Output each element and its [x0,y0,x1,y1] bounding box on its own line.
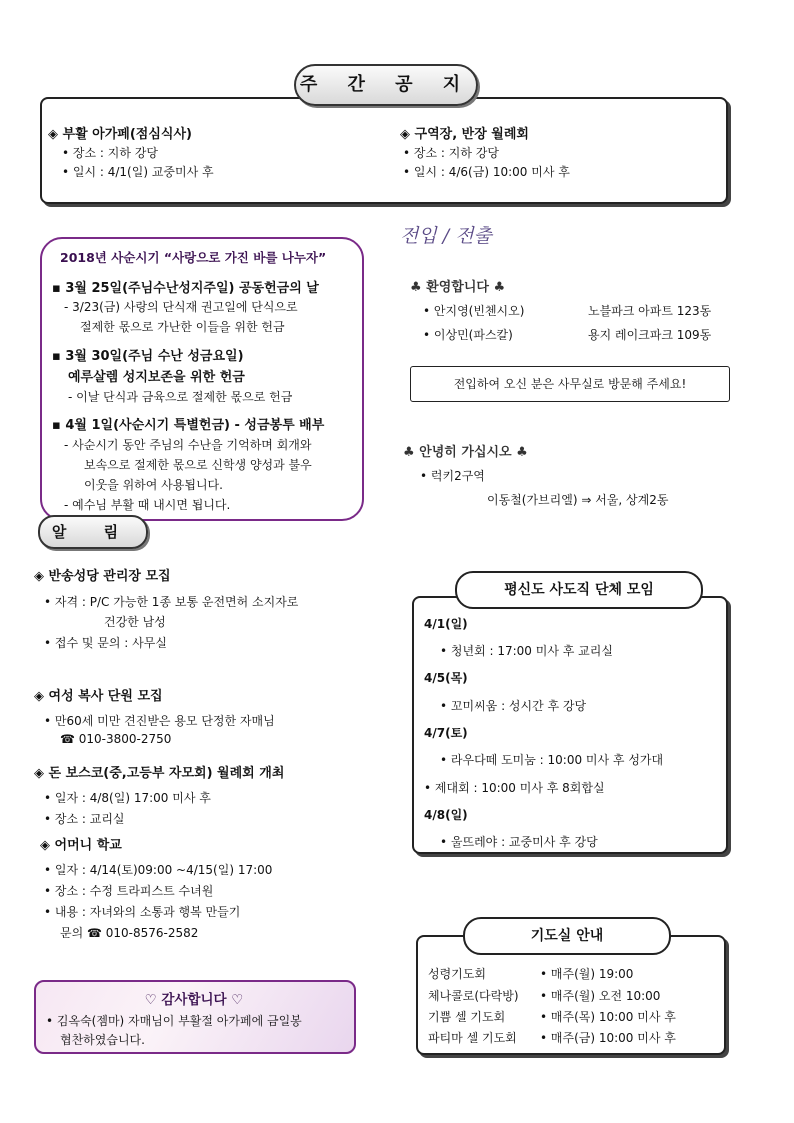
groups-item: • 울뜨레야 : 교중미사 후 강당 [440,835,598,849]
weekly-right-heading: ◈ 구역장, 반장 월례회 [400,127,529,142]
groups-date: 4/8(일) [424,808,468,822]
lent-title: 2018년 사순시기 “사랑으로 가진 바를 나누자” [60,250,327,265]
notice-heading: ◈ 반송성당 관리장 모집 [34,569,171,584]
welcome-heading: ♣ 환영합니다 ♣ [410,280,506,295]
prayer-name: 파티마 셀 기도회 [428,1031,517,1045]
prayer-time: • 매주(월) 19:00 [540,967,634,981]
groups-title: 평신도 사도직 단체 모임 [455,571,703,609]
prayer-name: 체나콜로(다락방) [428,989,519,1003]
lent-item-line: - 3/23(금) 사랑의 단식재 권고일에 단식으로 [64,300,298,314]
welcome-address: 용지 레이크파크 109동 [588,328,712,342]
lent-item-line: 보속으로 절제한 몫으로 신학생 양성과 불우 [84,458,312,472]
groups-date: 4/7(토) [424,726,468,740]
prayer-name: 성령기도회 [428,967,486,981]
groups-item: • 제대회 : 10:00 미사 후 8회합실 [424,781,605,795]
notice-line: • 일자 : 4/8(일) 17:00 미사 후 [44,791,211,805]
thanks-line: 협찬하였습니다. [60,1033,145,1047]
notice-line: ☎ 010-3800-2750 [60,732,172,746]
prayer-time: • 매주(월) 오전 10:00 [540,989,661,1003]
prayer-title: 기도실 안내 [463,917,671,955]
notice-line: • 만60세 미만 견진받은 용모 단정한 자매님 [44,714,275,728]
welcome-name: • 안지영(빈첸시오) [423,304,525,318]
weekly-right-line: • 일시 : 4/6(금) 10:00 미사 후 [403,165,570,179]
lent-item-heading-2: 예루살렘 성지보존을 위한 헌금 [68,370,245,385]
thanks-title: ♡ 감사합니다 ♡ [144,992,244,1008]
thanks-line: • 김옥숙(젬마) 자매님이 부활절 아가페에 금일봉 [46,1014,302,1028]
groups-item: • 꼬미씨움 : 성시간 후 강당 [440,699,587,713]
welcome-address: 노블파크 아파트 123동 [588,304,712,318]
notice-heading: ◈ 여성 복사 단원 모집 [34,689,163,704]
prayer-name: 기쁨 셀 기도회 [428,1010,506,1024]
groups-item: • 청년회 : 17:00 미사 후 교리실 [440,644,613,658]
weekly-left-line: • 일시 : 4/1(일) 교중미사 후 [62,165,214,179]
notice-heading: ◈ 어머니 학교 [40,838,122,853]
notices-title: 알 림 [38,515,148,549]
prayer-time: • 매주(목) 10:00 미사 후 [540,1010,676,1024]
farewell-person: 이동철(가브리엘) ⇒ 서울, 상계2동 [487,493,669,507]
notice-heading: ◈ 돈 보스코(중,고등부 자모회) 월례회 개최 [34,766,285,781]
welcome-name: • 이상민(파스칼) [423,328,513,342]
notice-line: • 일자 : 4/14(토)09:00 ~4/15(일) 17:00 [44,863,273,877]
groups-date: 4/1(일) [424,617,468,631]
farewell-heading: ♣ 안녕히 가십시오 ♣ [403,445,528,460]
notice-line: 건강한 남성 [104,615,166,629]
weekly-notice-title: 주 간 공 지 [294,64,478,106]
transfer-title: 전입 / 전출 [400,225,492,247]
lent-item-heading: ▪ 4월 1일(사순시기 특별헌금) - 성금봉투 배부 [52,418,325,433]
weekly-left-line: • 장소 : 지하 강당 [62,146,158,160]
lent-item-line: - 사순시기 동안 주님의 수난을 기억하며 회개와 [64,438,312,452]
lent-item-line: - 예수님 부활 때 내시면 됩니다. [64,498,231,512]
notice-line: • 자격 : P/C 가능한 1종 보통 운전면허 소지자로 [44,595,299,609]
notice-line: • 내용 : 자녀와의 소통과 행복 만들기 [44,905,241,919]
notice-line: • 접수 및 문의 : 사무실 [44,636,167,650]
prayer-time: • 매주(금) 10:00 미사 후 [540,1031,676,1045]
lent-item-line: 이웃을 위하여 사용됩니다. [84,478,223,492]
groups-item: • 라우다떼 도미눔 : 10:00 미사 후 성가대 [440,753,664,767]
lent-item-heading: ▪ 3월 25일(주님수난성지주일) 공동헌금의 날 [52,281,319,296]
groups-date: 4/5(목) [424,671,468,685]
lent-item-line: 절제한 몫으로 가난한 이들을 위한 헌금 [80,320,285,334]
weekly-left-heading: ◈ 부활 아가페(점심식사) [48,127,192,142]
notice-line: • 장소 : 수정 트라피스트 수녀원 [44,884,214,898]
notice-line: 문의 ☎ 010-8576-2582 [60,926,199,940]
transfer-notice-text: 전입하여 오신 분은 사무실로 방문해 주세요! [453,377,687,391]
farewell-group: • 럭키2구역 [420,469,485,483]
lent-item-line: - 이날 단식과 금육으로 절제한 몫으로 헌금 [68,390,293,404]
weekly-right-line: • 장소 : 지하 강당 [403,146,499,160]
lent-item-heading: ▪ 3월 30일(주님 수난 성금요일) [52,349,244,364]
notice-line: • 장소 : 교리실 [44,812,125,826]
